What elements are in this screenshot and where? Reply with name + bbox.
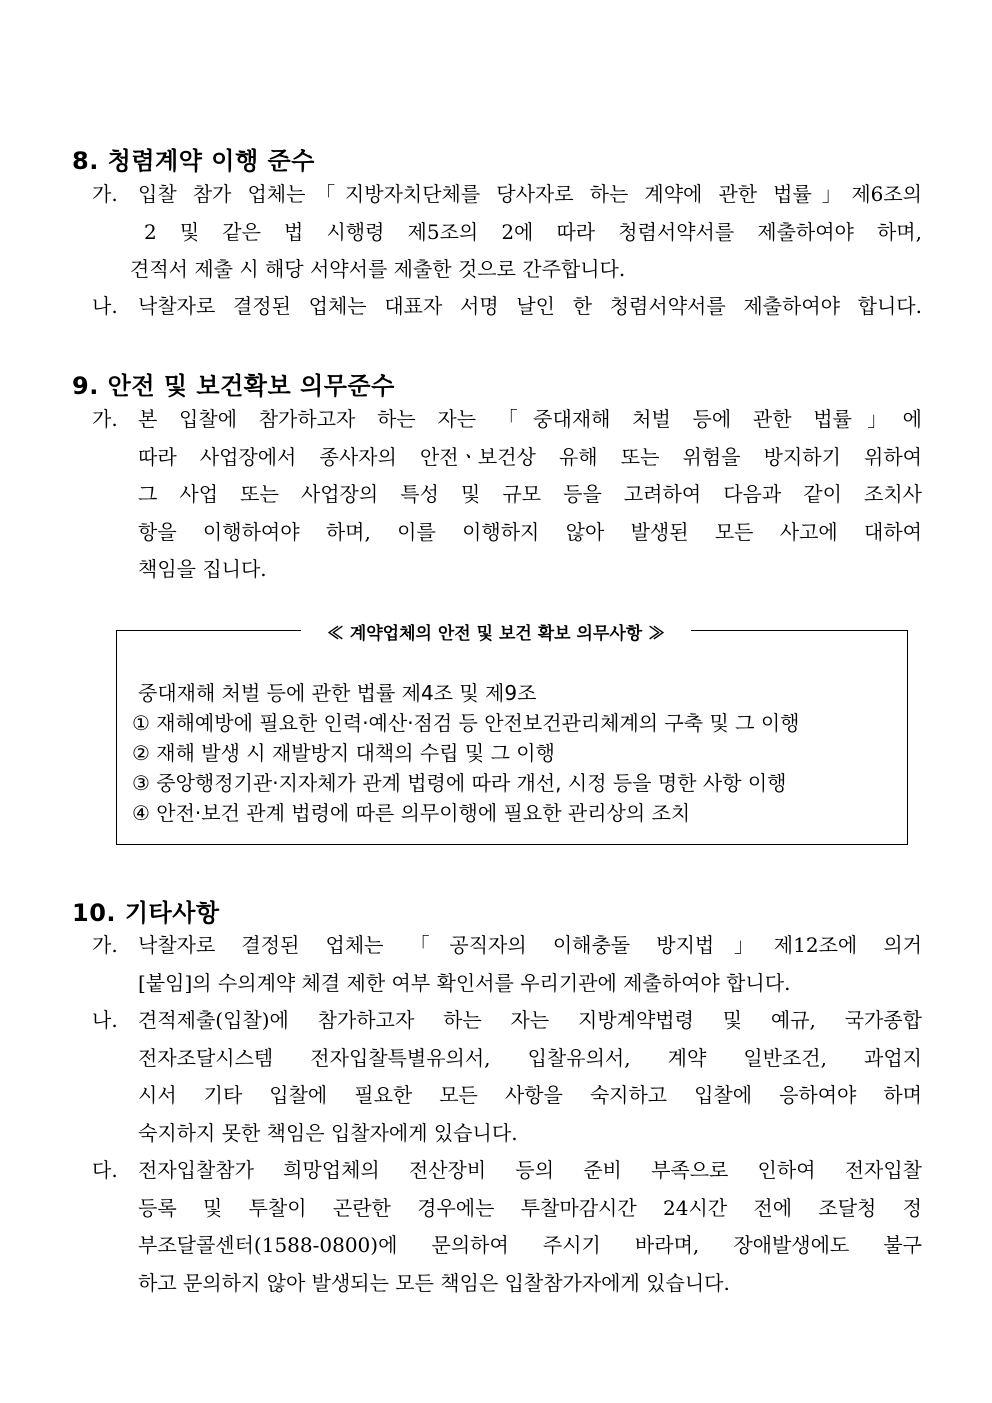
item-line: 본 입찰에 참가하고자 하는 자는 「중대재해 처벌 등에 관한 법률」에 bbox=[138, 407, 922, 431]
item-line: 시서 기타 입찰에 필요한 모든 사항을 숙지하고 입찰에 응하여야 하며 bbox=[138, 1083, 922, 1107]
item-line: 전자입찰참가 희망업체의 전산장비 등의 준비 부족으로 인하여 전자입찰 bbox=[138, 1158, 922, 1182]
item-line: 전자조달시스템 전자입찰특별유의서, 입찰유의서, 계약 일반조건, 과업지 bbox=[138, 1045, 922, 1070]
item-line: 그 사업 또는 사업장의 특성 및 규모 등을 고려하여 다음과 같이 조치사 bbox=[138, 482, 922, 506]
safety-box-body bbox=[132, 678, 904, 828]
item-line: 책임을 집니다. bbox=[138, 557, 267, 581]
item-marker: 다. bbox=[92, 1158, 118, 1182]
item-line: 하고 문의하지 않아 발생되는 모든 책임은 입찰참가자에게 있습니다. bbox=[138, 1270, 730, 1295]
item-line: 등록 및 투찰이 곤란한 경우에는 투찰마감시간 24시간 전에 조달청 정 bbox=[138, 1195, 922, 1220]
item-marker: 가. bbox=[92, 933, 118, 957]
section-10-title: 10. 기타사항 bbox=[72, 899, 220, 927]
duty-item: ④ 안전·보건 관계 법령에 따른 의무이행에 필요한 관리상의 조치 bbox=[132, 801, 691, 825]
item-marker: 나. bbox=[92, 1008, 118, 1032]
item-line: 부조달콜센터(1588-0800)에 문의하여 주시기 바라며, 장애발생에도 불구 bbox=[138, 1233, 922, 1257]
law-reference: 중대재해 처벌 등에 관한 법률 제4조 및 제9조 bbox=[138, 681, 537, 705]
item-line: 항을 이행하여야 하며, 이를 이행하지 않아 발생된 모든 사고에 대하여 bbox=[138, 519, 922, 544]
item-line: 낙찰자로 결정된 업체는 대표자 서명 날인 한 청렴서약서를 제출하여야 합니다. bbox=[138, 294, 922, 318]
duty-item: ③ 중앙행정기관·지자체가 관계 법령에 따라 개선, 시정 등을 명한 사항 이행 bbox=[132, 771, 787, 795]
section-8-item-na bbox=[92, 288, 922, 326]
item-line: 낙찰자로 결정된 업체는 「공직자의 이해충돌 방지법」제12조에 의거 bbox=[138, 933, 922, 957]
item-line: 2 및 같은 법 시행령 제5조의 2에 따라 청렴서약서를 제출하여야 하며, bbox=[144, 219, 922, 244]
section-10-item-na bbox=[92, 1002, 922, 1152]
item-marker: 나. bbox=[92, 294, 118, 318]
section-10-item-da bbox=[92, 1152, 922, 1302]
section-8-title: 8. 청렴계약 이행 준수 bbox=[72, 147, 315, 175]
item-line: 견적서 제출 시 해당 서약서를 제출한 것으로 간주합니다. bbox=[130, 257, 626, 281]
section-8-item-ga bbox=[92, 176, 922, 289]
safety-box-title bbox=[0, 619, 992, 644]
safety-box-title-text: ≪ 계약업체의 안전 및 보건 확보 의무사항 ≫ bbox=[301, 624, 691, 644]
section-9-item-ga bbox=[92, 401, 922, 589]
item-line: 견적제출(입찰)에 참가하고자 하는 자는 지방계약법령 및 예규, 국가종합 bbox=[138, 1008, 922, 1032]
item-line: 따라 사업장에서 종사자의 안전ㆍ보건상 유해 또는 위험을 방지하기 위하여 bbox=[138, 444, 922, 469]
section-10-item-ga bbox=[92, 927, 922, 1002]
item-line: [붙임]의 수의계약 체결 제한 여부 확인서를 우리기관에 제출하여야 합니다. bbox=[138, 970, 791, 995]
duty-item: ② 재해 발생 시 재발방지 대책의 수립 및 그 이행 bbox=[132, 741, 555, 765]
item-marker: 가. bbox=[92, 407, 118, 431]
item-line: 입찰 참가 업체는「지방자치단체를 당사자로 하는 계약에 관한 법률」제6조의 bbox=[138, 182, 922, 206]
item-line: 숙지하지 못한 책임은 입찰자에게 있습니다. bbox=[138, 1120, 518, 1145]
duty-item: ① 재해예방에 필요한 인력·예산·점검 등 안전보건관리체계의 구축 및 그 이행 bbox=[132, 711, 800, 735]
section-9-title: 9. 안전 및 보건확보 의무준수 bbox=[72, 372, 395, 400]
item-marker: 가. bbox=[92, 182, 118, 206]
